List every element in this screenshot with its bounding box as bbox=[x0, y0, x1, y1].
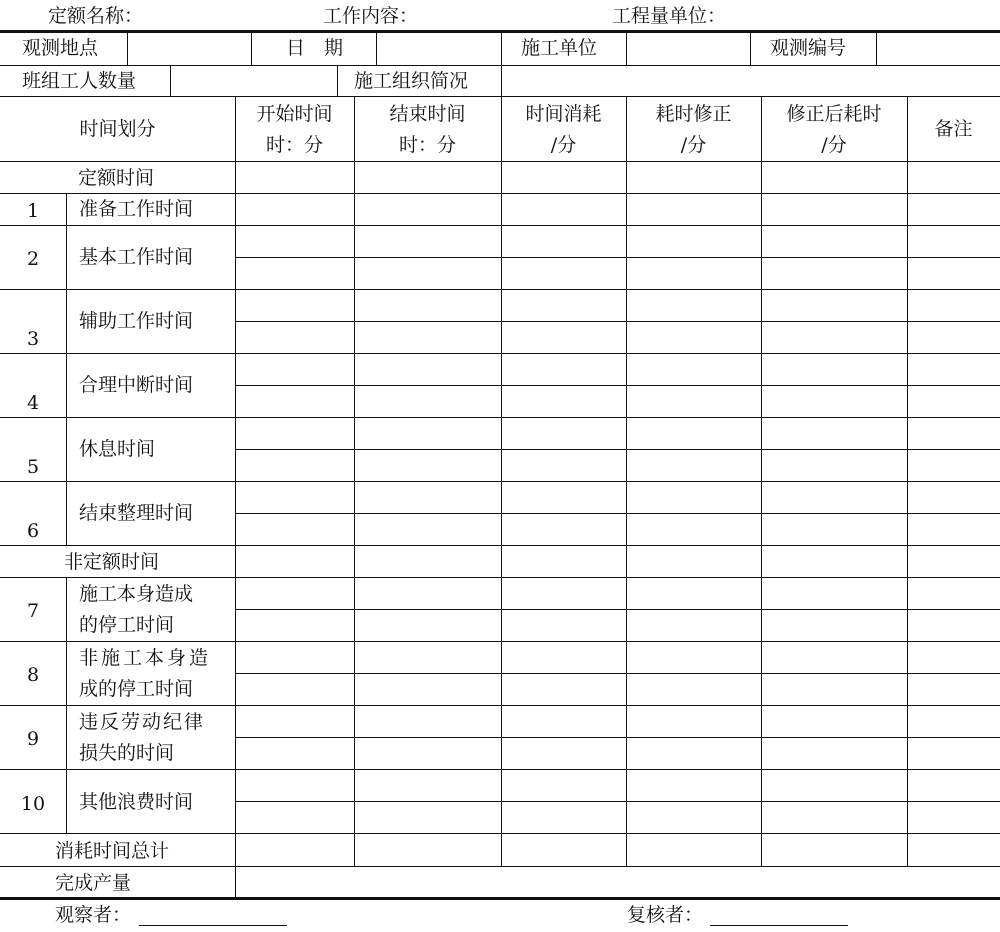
row-label: 准备工作时间 bbox=[79, 198, 194, 220]
row-label-cont: 的停工时间 bbox=[79, 614, 175, 636]
grid-line bbox=[0, 96, 1000, 97]
row-number: 8 bbox=[26, 664, 40, 686]
row-number: 1 bbox=[26, 200, 40, 222]
row-number: 9 bbox=[26, 728, 40, 750]
observer-signature-line bbox=[139, 925, 287, 926]
grid-line bbox=[501, 65, 502, 96]
grid-line bbox=[235, 449, 1000, 450]
grid-line bbox=[235, 801, 1000, 802]
header-corrected-unit: /分 bbox=[821, 134, 847, 156]
grid-line bbox=[0, 545, 1000, 546]
grid-line bbox=[750, 31, 751, 65]
grid-line bbox=[235, 673, 1000, 674]
grid-line bbox=[0, 65, 1000, 66]
header-end-unit: 时：分 bbox=[398, 134, 456, 156]
quota-time-label: 定额时间 bbox=[78, 167, 155, 189]
grid-line bbox=[235, 321, 1000, 322]
grid-line bbox=[127, 31, 128, 65]
header-start: 开始时间 bbox=[256, 103, 333, 125]
grid-line bbox=[66, 193, 67, 545]
grid-line bbox=[0, 417, 1000, 418]
header-division: 时间划分 bbox=[79, 118, 156, 140]
observe-number-label: 观测编号 bbox=[770, 37, 847, 59]
row-label: 施工本身造成 bbox=[79, 583, 194, 605]
total-time-label: 消耗时间总计 bbox=[55, 840, 170, 862]
row-label: 休息时间 bbox=[79, 438, 156, 460]
observer-label: 观察者： bbox=[55, 904, 132, 926]
header-start-unit: 时：分 bbox=[265, 134, 323, 156]
row-label: 违反劳动纪律 bbox=[79, 711, 206, 733]
bottom-border bbox=[0, 897, 1000, 900]
grid-line bbox=[626, 31, 627, 65]
grid-line bbox=[235, 385, 1000, 386]
grid-line bbox=[235, 609, 1000, 610]
row-label: 基本工作时间 bbox=[79, 246, 194, 268]
grid-line bbox=[761, 96, 762, 866]
grid-line bbox=[66, 577, 67, 833]
row-label: 非施工本身造 bbox=[79, 647, 212, 669]
row-number: 7 bbox=[26, 600, 40, 622]
grid-line bbox=[876, 31, 877, 65]
grid-line bbox=[251, 31, 252, 65]
output-label: 完成产量 bbox=[55, 872, 132, 894]
date-label: 日 期 bbox=[286, 37, 344, 59]
crew-count-label: 班组工人数量 bbox=[22, 70, 137, 92]
quantity-unit-label: 工程量单位： bbox=[612, 5, 727, 27]
grid-line bbox=[235, 257, 1000, 258]
grid-line bbox=[0, 193, 1000, 194]
grid-line bbox=[0, 833, 1000, 834]
grid-line bbox=[0, 481, 1000, 482]
grid-line bbox=[0, 161, 1000, 162]
top-border bbox=[0, 30, 1000, 33]
grid-line bbox=[354, 96, 355, 866]
grid-line bbox=[376, 31, 377, 65]
row-number: 3 bbox=[26, 328, 40, 350]
row-number: 6 bbox=[26, 520, 40, 542]
grid-line bbox=[501, 31, 502, 65]
grid-line bbox=[0, 225, 1000, 226]
grid-line bbox=[0, 641, 1000, 642]
row-label-cont: 损失的时间 bbox=[79, 742, 175, 764]
work-content-label: 工作内容： bbox=[323, 5, 419, 27]
grid-line bbox=[0, 769, 1000, 770]
reviewer-signature-line bbox=[710, 925, 848, 926]
observe-location-label: 观测地点 bbox=[22, 37, 99, 59]
grid-line bbox=[235, 513, 1000, 514]
header-correct-unit: /分 bbox=[680, 134, 707, 156]
row-number: 10 bbox=[20, 793, 46, 815]
grid-line bbox=[0, 705, 1000, 706]
grid-line bbox=[907, 96, 908, 866]
grid-line bbox=[170, 65, 171, 96]
row-label: 合理中断时间 bbox=[79, 374, 194, 396]
grid-line bbox=[0, 353, 1000, 354]
construction-unit-label: 施工单位 bbox=[521, 37, 598, 59]
grid-line bbox=[235, 96, 236, 897]
header-consume-unit: /分 bbox=[550, 134, 577, 156]
row-label: 结束整理时间 bbox=[79, 502, 194, 524]
row-number: 2 bbox=[26, 248, 40, 270]
header-remark: 备注 bbox=[934, 118, 973, 140]
grid-line bbox=[0, 577, 1000, 578]
row-number: 5 bbox=[26, 456, 40, 478]
grid-line bbox=[0, 289, 1000, 290]
org-overview-label: 施工组织简况 bbox=[354, 70, 469, 92]
row-label: 其他浪费时间 bbox=[79, 791, 194, 813]
grid-line bbox=[501, 96, 502, 866]
row-label: 辅助工作时间 bbox=[79, 310, 194, 332]
grid-line bbox=[0, 866, 1000, 867]
header-corrected: 修正后耗时 bbox=[786, 103, 882, 125]
header-consume: 时间消耗 bbox=[525, 103, 602, 125]
row-label-cont: 成的停工时间 bbox=[79, 678, 194, 700]
row-number: 4 bbox=[26, 392, 40, 414]
header-end: 结束时间 bbox=[389, 103, 466, 125]
header-correct: 耗时修正 bbox=[655, 103, 732, 125]
reviewer-label: 复核者： bbox=[627, 904, 704, 926]
grid-line bbox=[235, 737, 1000, 738]
non-quota-time-label: 非定额时间 bbox=[64, 551, 160, 573]
grid-line bbox=[626, 96, 627, 866]
grid-line bbox=[337, 65, 338, 96]
quota-name-label: 定额名称： bbox=[48, 5, 144, 27]
